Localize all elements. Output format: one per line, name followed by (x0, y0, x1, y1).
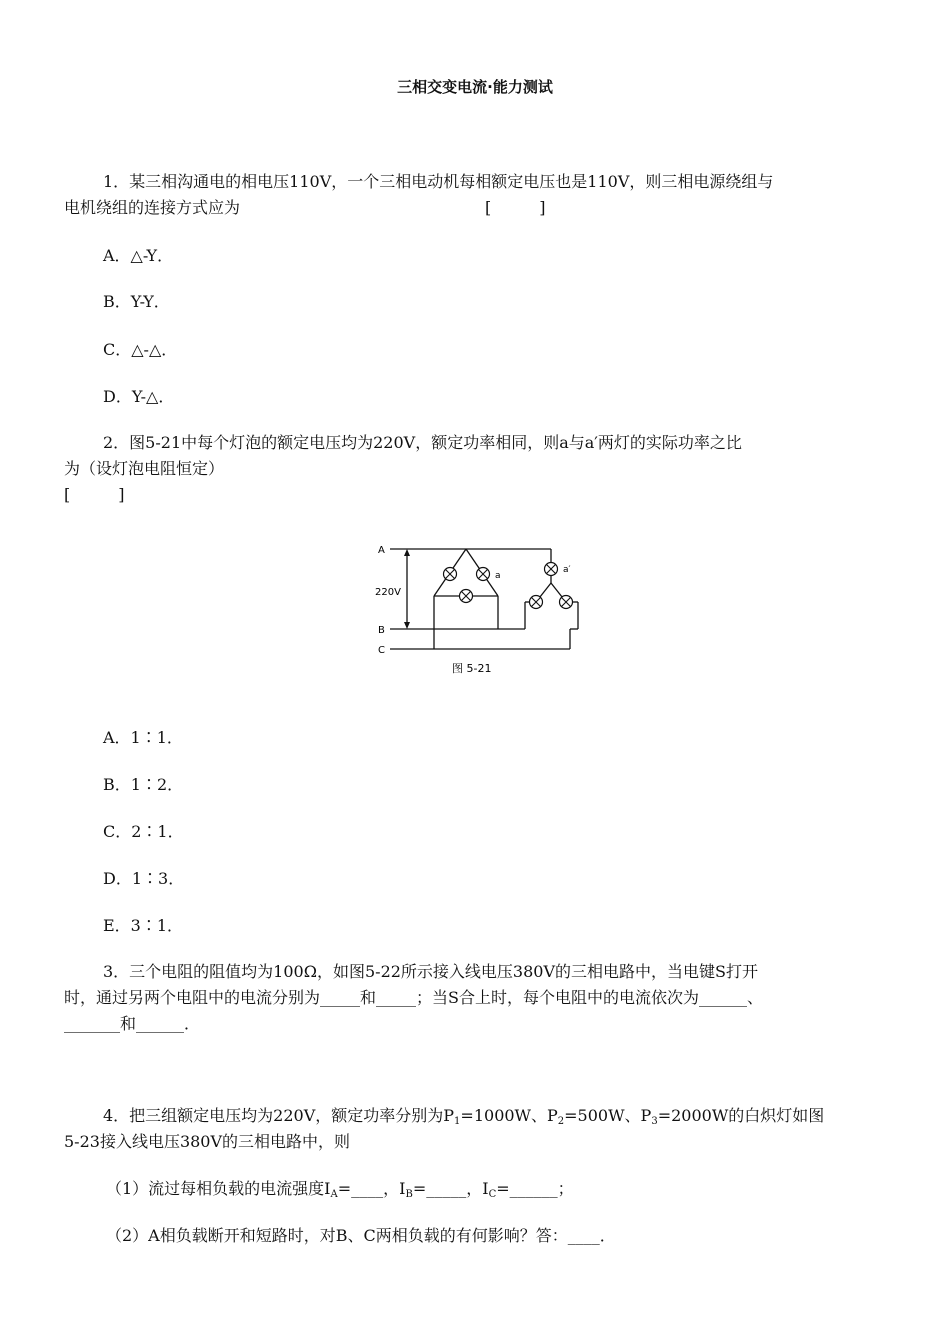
q4-sub1-text: =______； (496, 1179, 574, 1198)
q4-text: =500W、P (564, 1106, 652, 1125)
lamp-a-icon (477, 568, 490, 581)
q4-text: =2000W的白炽灯如图 (657, 1106, 825, 1125)
figure-lamp-a-prime-label: a′ (563, 565, 571, 575)
p3-subscript: 3 (651, 1116, 658, 1127)
q1-option-a: A．△-Y． (103, 246, 174, 265)
lamp-icon (530, 596, 543, 609)
page-title: 三相交变电流·能力测试 (397, 78, 553, 96)
q2-option-a: A．1∶1． (103, 728, 183, 747)
q4-text: =1000W、P (460, 1106, 558, 1125)
figure-voltage-label: 220V (375, 587, 401, 598)
lamp-a-prime-icon (545, 563, 558, 576)
q4-sub1-text: =____，I (337, 1179, 406, 1198)
ia-subscript: A (330, 1189, 338, 1200)
figure-label-a: A (378, 545, 385, 556)
q2-answer-bracket: [ ] (64, 485, 125, 504)
p1-subscript: 1 (454, 1116, 461, 1127)
figure-caption: 图 5-21 (452, 662, 492, 675)
q3-text-line1: 3．三个电阻的阻值均为100Ω，如图5-22所示接入线电压380V的三相电路中，当电键S打开 (103, 962, 758, 981)
q1-option-d: D．Y-△． (103, 387, 175, 406)
q4-sub1-text: （1）流过每相负载的电流强度I (106, 1179, 331, 1198)
p2-subscript: 2 (557, 1116, 565, 1127)
q2-option-c: C．2∶1． (103, 822, 184, 841)
q1-option-c: C．△-△． (103, 340, 178, 359)
q4-text-line1 (103, 1106, 824, 1132)
q2-text-line2: 为（设灯泡电阻恒定） (64, 459, 225, 478)
q1-option-b: B．Y-Y． (103, 292, 170, 311)
q1-text: 电机绕组的连接方式应为 (64, 198, 241, 217)
q4-sub-question-2: （2）A相负载断开和短路时，对B、C两相负载的有何影响？答：____． (106, 1226, 616, 1245)
lamp-icon (444, 568, 457, 581)
q3-text-line3: _______和______． (64, 1014, 201, 1033)
figure-label-c: C (378, 645, 385, 656)
q2-text-line1: 2．图5-21中每个灯泡的额定电压均为220V，额定功率相同，则a与a′两灯的实际功率之比 (103, 433, 742, 452)
q2-option-b: B．1∶2． (103, 775, 184, 794)
ic-subscript: C (488, 1189, 497, 1200)
q1-text-line2 (64, 198, 546, 218)
lamp-icon (460, 590, 473, 603)
lamp-icon (560, 596, 573, 609)
q3-text-line2: 时，通过另两个电阻中的电流分别为_____和_____；当S合上时，每个电阻中的电流依次为______、 (64, 988, 763, 1007)
q1-text-line1: 1．某三相沟通电的相电压110V，一个三相电动机每相额定电压也是110V，则三相电源绕组与 (103, 172, 774, 191)
figure-5-21-circuit (370, 538, 590, 680)
q4-sub-question-1 (106, 1179, 574, 1205)
q2-option-e: E．3∶1． (103, 916, 184, 935)
q2-option-d: D．1∶3． (103, 869, 185, 888)
q4-sub1-text: =_____，I (412, 1179, 489, 1198)
q4-text: 4．把三组额定电压均为220V，额定功率分别为P (103, 1106, 455, 1125)
ib-subscript: B (405, 1189, 413, 1200)
q4-text-line2: 5-23接入线电压380V的三相电路中，则 (64, 1132, 351, 1151)
q1-answer-bracket: [ ] (485, 198, 546, 217)
figure-label-b: B (378, 625, 385, 636)
figure-lamp-a-label: a (495, 571, 501, 581)
